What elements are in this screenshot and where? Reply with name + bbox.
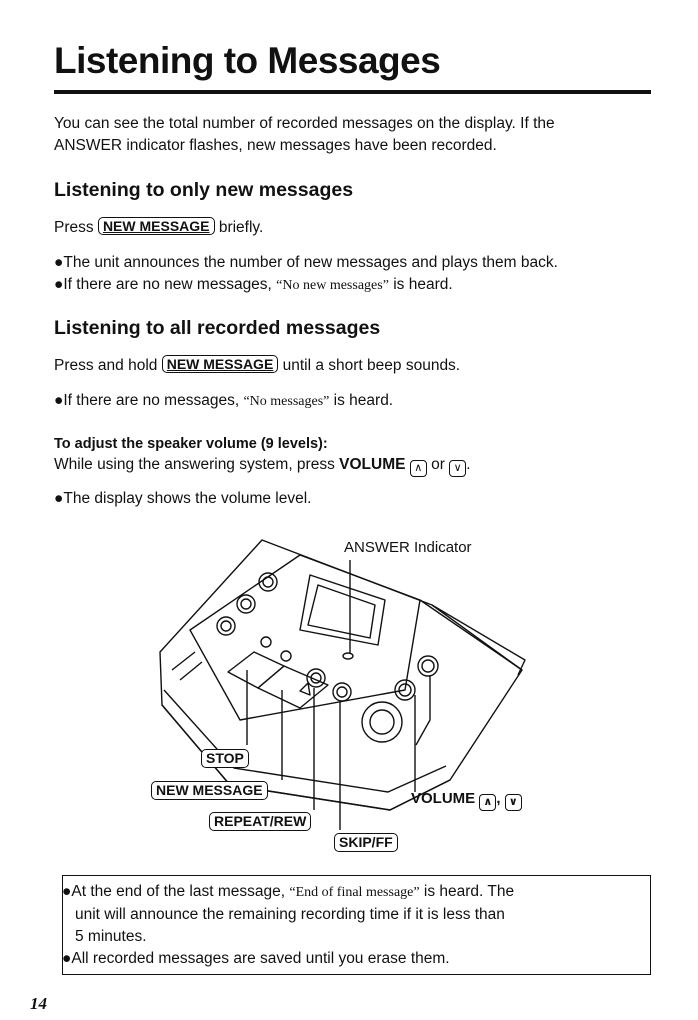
device-base-inner	[164, 690, 446, 792]
new-message-key: NEW MESSAGE	[98, 217, 215, 235]
bullet-no-new-quote: “No new messages”	[276, 278, 389, 293]
stop-label: STOP	[201, 749, 249, 768]
page-title: Listening to Messages	[54, 40, 441, 81]
volume-figure-text: VOLUME	[411, 790, 476, 807]
answer-indicator-label: ANSWER Indicator	[344, 539, 472, 556]
note-line-1-post: is heard. The	[419, 883, 515, 900]
volume-word: VOLUME	[339, 456, 406, 473]
volume-figure-label	[411, 790, 522, 811]
title-rule	[54, 90, 651, 94]
intro-line-2: ANSWER indicator flashes, new messages have been recorded.	[54, 137, 497, 154]
stop-label-wrap	[201, 749, 249, 768]
stop-button	[228, 652, 284, 688]
until-beep-text: until a short beep sounds.	[282, 357, 461, 374]
small-button-1	[261, 637, 271, 647]
note-line-1-pre: ●At the end of the last message,	[62, 883, 290, 900]
repeat-rew-label: REPEAT/REW	[209, 812, 311, 831]
comma: ,	[496, 790, 501, 807]
bullet-no-messages-quote: “No messages”	[243, 394, 330, 409]
heading-all-messages: Listening to all recorded messages	[54, 317, 381, 339]
top-button-1	[259, 573, 277, 591]
decorative-lines	[172, 652, 202, 680]
bullet-display-volume: ●The display shows the volume level.	[54, 490, 312, 507]
display-window	[300, 575, 385, 645]
top-button-2	[237, 595, 255, 613]
skip-label-wrap	[334, 833, 398, 852]
or-text: or	[431, 456, 445, 473]
new-message-key-2: NEW MESSAGE	[162, 355, 279, 373]
heading-new-messages: Listening to only new messages	[54, 179, 354, 201]
volume-line-pre: While using the answering system, press	[54, 456, 340, 473]
press-text: Press	[54, 219, 94, 236]
repeat-label-wrap	[209, 812, 311, 831]
note-line-1	[62, 881, 514, 904]
press-new-message-line	[54, 217, 263, 239]
volume-up-button	[418, 656, 438, 676]
bullet-no-messages-post: is heard.	[329, 392, 394, 409]
skip-button	[333, 683, 351, 701]
new-message-label-wrap	[151, 781, 268, 800]
note-line-2: unit will announce the remaining recording time if it is less than	[75, 906, 505, 923]
bullet-no-messages-pre: ●If there are no messages,	[54, 392, 244, 409]
intro-line-1: You can see the total number of recorded messages on the display. If the	[54, 115, 555, 132]
skip-ff-label: SKIP/FF	[334, 833, 398, 852]
bullet-no-new	[54, 274, 453, 297]
press-hold-text: Press and hold	[54, 357, 158, 374]
bullet-no-new-post: is heard.	[388, 276, 453, 293]
volume-heading: To adjust the speaker volume (9 levels):	[54, 436, 328, 452]
note-line-4: ●All recorded messages are saved until you erase them.	[62, 950, 450, 967]
note-line-3: 5 minutes.	[75, 928, 147, 945]
briefly-text: briefly.	[218, 219, 264, 236]
volume-up-figure-key: ∧	[479, 794, 496, 811]
bullet-no-messages	[54, 390, 393, 413]
bullet-no-new-pre: ●If there are no new messages,	[54, 276, 277, 293]
small-button-2	[281, 651, 291, 661]
new-message-label: NEW MESSAGE	[151, 781, 268, 800]
page-number: 14	[30, 994, 47, 1013]
bullet-announces: ●The unit announces the number of new messages and plays them back.	[54, 254, 558, 271]
top-panel	[190, 555, 420, 720]
press-hold-line	[54, 355, 460, 377]
repeat-button	[307, 669, 325, 687]
answer-indicator	[343, 653, 353, 659]
note-line-1-quote: “End of final message”	[289, 885, 420, 900]
top-button-3	[217, 617, 235, 635]
volume-up-key: ∧	[410, 460, 427, 477]
volume-down-figure-key: ∨	[505, 794, 522, 811]
volume-line: While using the answering system, press VOLUME ∧ or ∨ .	[54, 454, 471, 477]
volume-down-key: ∨	[449, 460, 466, 477]
speaker-grille	[362, 702, 402, 742]
volume-leader-2	[416, 676, 430, 745]
